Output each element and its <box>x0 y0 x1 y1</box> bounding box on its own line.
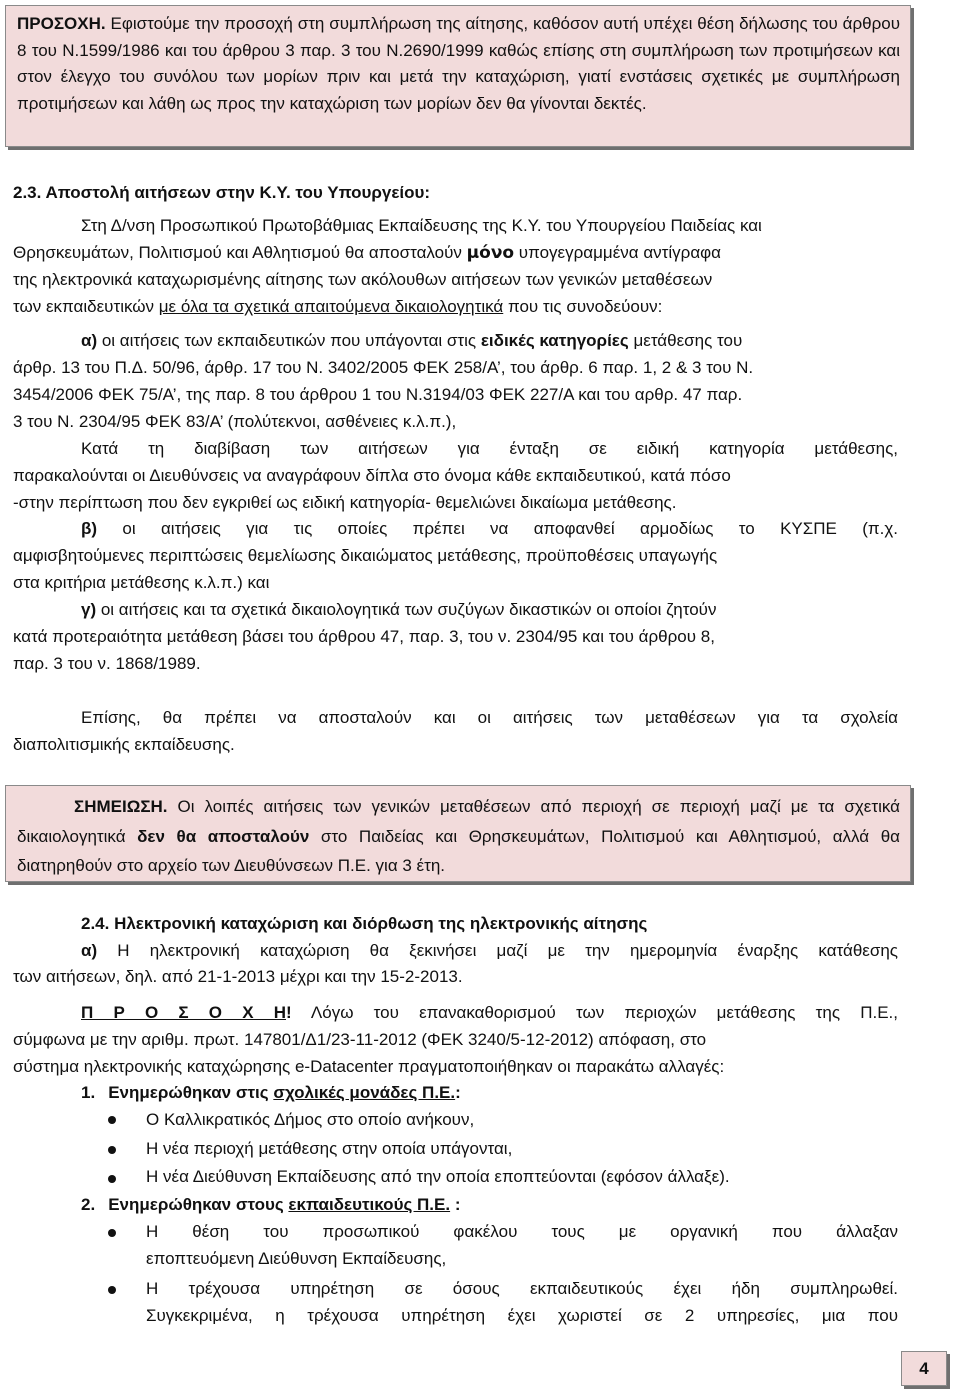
item-c-label: γ) <box>81 600 97 619</box>
attention-label: ΠΡΟΣΟΧΗ. <box>17 14 106 33</box>
s23-intro-line-2 <box>13 243 898 263</box>
required-documents-underlined: με όλα τα σχετικά απαιτούμενα δικαιολογητικά <box>158 297 504 316</box>
section-2-4-heading: 2.4. Ηλεκτρονική καταχώριση και διόρθωση της ηλεκτρονικής αίτησης <box>81 914 648 933</box>
s23-intro-2a: Θρησκευμάτων, Πολιτισμού και Αθλητισμού θα αποσταλούν <box>13 243 467 262</box>
bullet-icon <box>108 1229 116 1237</box>
s24-attention-line-3: σύστημα ηλεκτρονικής καταχώρησης e-Datacenter πραγματοποιήθηκαν οι παρακάτω αλλαγές: <box>13 1057 725 1076</box>
list-item-1-colon: : <box>455 1083 461 1102</box>
s23-intro-line-1: Στη Δ/νση Προσωπικού Πρωτοβάθμιας Εκπαίδευσης της Κ.Υ. του Υπουργείου Παιδείας και <box>81 216 762 235</box>
item-b-text: οι αιτήσεις για τις οποίες πρέπει να αποφανθεί αρμοδίως το ΚΥΣΠΕ (π.χ. <box>97 519 898 538</box>
s24-attention-text: Λόγω του επανακαθορισμού των περιοχών μετάθεσης της Π.Ε., <box>291 1003 899 1022</box>
attention-text: Εφιστούμε την προσοχή στη συμπλήρωση της αίτησης, καθόσον αυτή υπέχει θέση δήλωσης του άρθρου 8 του Ν.1599/1986 και του άρθρου 3 παρ. 3 του Ν.2690/1999 καθώς επίσης στη συμπλήρωση των προτιμήσεων και στον έλεγχο του συνόλου των μορίων πριν και μετά την καταχώριση, γιατί ενστάσεις σχετικές με συμπλήρωση προτιμήσεων και λάθη ως προς την καταχώριση των μορίων δεν θα γίνονται δεκτές. <box>17 14 900 113</box>
item-b-line-1 <box>81 519 898 539</box>
item-a-line-3: 3454/2006 ΦΕΚ 75/Α’, της παρ. 8 του άρθρου 1 του Ν.3194/03 ΦΕΚ 227/Α και του αρθρ. 47 παρ. <box>13 385 743 404</box>
list-item-2-text: Ενημερώθηκαν στους <box>108 1195 289 1214</box>
item-a-text-end: μετάθεσης του <box>628 331 743 350</box>
also-line-2: διαπολιτισμικής εκπαίδευσης. <box>13 735 235 754</box>
bullet2-item-1-line-2: εποπτευόμενη Διεύθυνση Εκπαίδευσης, <box>146 1249 447 1268</box>
s24-attention-label-text: Π Ρ Ο Σ Ο Χ Η <box>81 1003 286 1022</box>
list-item-1-text: Ενημερώθηκαν στις <box>108 1083 274 1102</box>
s24-a-line-1 <box>81 941 898 961</box>
s24-attention-line-2: σύμφωνα με την αριθμ. πρωτ. 147801/Δ1/23-11-2012 (ΦΕΚ 3240/5-12-2012) απόφαση, στο <box>13 1030 707 1049</box>
list-item-2 <box>81 1195 898 1215</box>
s23-intro-2b: υπογεγραμμένα αντίγραφα <box>514 243 722 262</box>
note-box <box>5 785 911 882</box>
also-line-1: Επίσης, θα πρέπει να αποσταλούν και οι αιτήσεις των μεταθέσεων για τα σχολεία <box>81 708 898 727</box>
bullet-icon <box>108 1175 116 1183</box>
note-label: ΣΗΜΕΙΩΣΗ. <box>74 797 168 816</box>
page-number: 4 <box>901 1351 947 1386</box>
bullet-icon <box>108 1146 116 1154</box>
item-a-text: οι αιτήσεις των εκπαιδευτικών που υπάγονται στις <box>97 331 481 350</box>
item-b-line-2: αμφισβητούμενες περιπτώσεις θεμελίωσης δικαιώματος μετάθεσης, προϋποθέσεις υπαγωγής <box>13 546 718 565</box>
item-c-line-2: κατά προτεραιότητα μετάθεση βάσει του άρθρου 47, παρ. 3, του ν. 2304/95 και του άρθρου 8, <box>13 627 715 646</box>
item-c-line-1 <box>81 600 898 620</box>
note-line-3: -στην περίπτωση που δεν εγκριθεί ως ειδική κατηγορία- θεμελιώνει δικαίωμα μετάθεσης. <box>13 493 677 512</box>
s24-attention-excl: ! <box>286 1003 292 1022</box>
attention-box <box>5 5 911 147</box>
item-c-text: οι αιτήσεις και τα σχετικά δικαιολογητικά των συζύγων δικαστικών οι οποίοι ζητούν <box>96 600 717 619</box>
bullet-icon <box>108 1286 116 1294</box>
attention-paragraph <box>17 11 900 117</box>
item-a-line-4: 3 του Ν. 2304/95 ΦΕΚ 83/Α’ (πολύτεκνοι, ασθένειες κ.λ.π.), <box>13 412 457 431</box>
s23-intro-line-4 <box>13 297 898 317</box>
list-item-2-colon: : <box>450 1195 461 1214</box>
note-text-bold: δεν θα αποσταλούν <box>137 826 310 846</box>
bullet2-item-2-line-1: Η τρέχουσα υπηρέτηση σε όσους εκπαιδευτικούς έχει ήδη συμπληρωθεί. <box>146 1279 898 1298</box>
note-text-b: στο Παιδείας και Θρησκευμάτων, Πολιτισμού και Αθλητισμού, αλλά θα διατηρηθούν στο αρχείο των Διευθύνσεων Π.Ε. για 3 έτη. <box>17 826 900 875</box>
bullet1-item-3: Η νέα Διεύθυνση Εκπαίδευσης από την οποία εποπτεύονται (εφόσον άλλαξε). <box>146 1167 730 1186</box>
list-item-2-underlined: εκπαιδευτικούς Π.Ε. <box>288 1195 451 1214</box>
item-a-label: α) <box>81 331 98 350</box>
list-item-1 <box>81 1083 898 1103</box>
s24-a-label: α) <box>81 941 98 960</box>
bullet-icon <box>108 1116 116 1124</box>
s24-attention-line-1 <box>81 1003 898 1023</box>
item-a-line-1 <box>81 331 898 351</box>
section-2-3-heading: 2.3. Αποστολή αιτήσεων στην Κ.Υ. του Υπουργείου: <box>13 183 431 202</box>
item-b-line-3: στα κριτήρια μετάθεσης κ.λ.π.) και <box>13 573 270 592</box>
bullet2-item-2-line-2: Συγκεκριμένα, η τρέχουσα υπηρέτηση έχει χωριστεί σε 2 υπηρεσίες, μια που <box>146 1306 898 1325</box>
s23-intro-4b: που τις συνοδεύουν: <box>503 297 663 316</box>
bullet2-item-1-line-1: Η θέση του προσωπικού φακέλου τους με οργανική που άλλαξαν <box>146 1222 898 1241</box>
note-box-paragraph <box>17 792 900 881</box>
s23-intro-4a: των εκπαιδευτικών <box>13 297 159 316</box>
s24-a-line-2: των αιτήσεων, δηλ. από 21-1-2013 μέχρι και την 15-2-2013. <box>13 967 463 986</box>
list-item-1-underlined: σχολικές μονάδες Π.Ε. <box>273 1083 456 1102</box>
bullet1-item-1: Ο Καλλικρατικός Δήμος στο οποίο ανήκουν, <box>146 1110 475 1129</box>
note-line-1: Κατά τη διαβίβαση των αιτήσεων για ένταξη σε ειδική κατηγορία μετάθεσης, <box>81 439 898 458</box>
list-item-1-number: 1. <box>81 1083 96 1102</box>
bullet1-item-2: Η νέα περιοχή μετάθεσης στην οποία υπάγονται, <box>146 1139 513 1158</box>
list-item-2-number: 2. <box>81 1195 96 1214</box>
item-b-label: β) <box>81 519 98 538</box>
note-text-a: Οι λοιπές αιτήσεις των γενικών μεταθέσεων από περιοχή σε περιοχή μαζί με τα σχετικά δικαιολογητικά <box>17 797 900 846</box>
s23-intro-line-3: της ηλεκτρονικά καταχωρισμένης αίτησης των ακόλουθων αιτήσεων των γενικών μεταθέσεων <box>13 270 713 289</box>
item-c-line-3: παρ. 3 του ν. 1868/1989. <box>13 654 201 673</box>
s24-a-text: Η ηλεκτρονική καταχώριση θα ξεκινήσει μαζί με την ημερομηνία έναρξης κατάθεσης <box>97 941 898 960</box>
note-line-2: παρακαλούνται οι Διευθύνσεις να αναγράφουν δίπλα στο όνομα κάθε εκπαιδευτικού, κατά πόσο <box>13 466 731 485</box>
s24-attention-label <box>81 1003 292 1022</box>
item-a-line-2: άρθρ. 13 του Π.Δ. 50/96, άρθρ. 17 του Ν. 3402/2005 ΦΕΚ 258/Α’, του άρθρ. 6 παρ. 1, 2 & 3 του Ν. <box>13 358 754 377</box>
special-categories-bold: ειδικές κατηγορίες <box>480 331 629 350</box>
emphasis-only: μόνο <box>466 243 515 263</box>
